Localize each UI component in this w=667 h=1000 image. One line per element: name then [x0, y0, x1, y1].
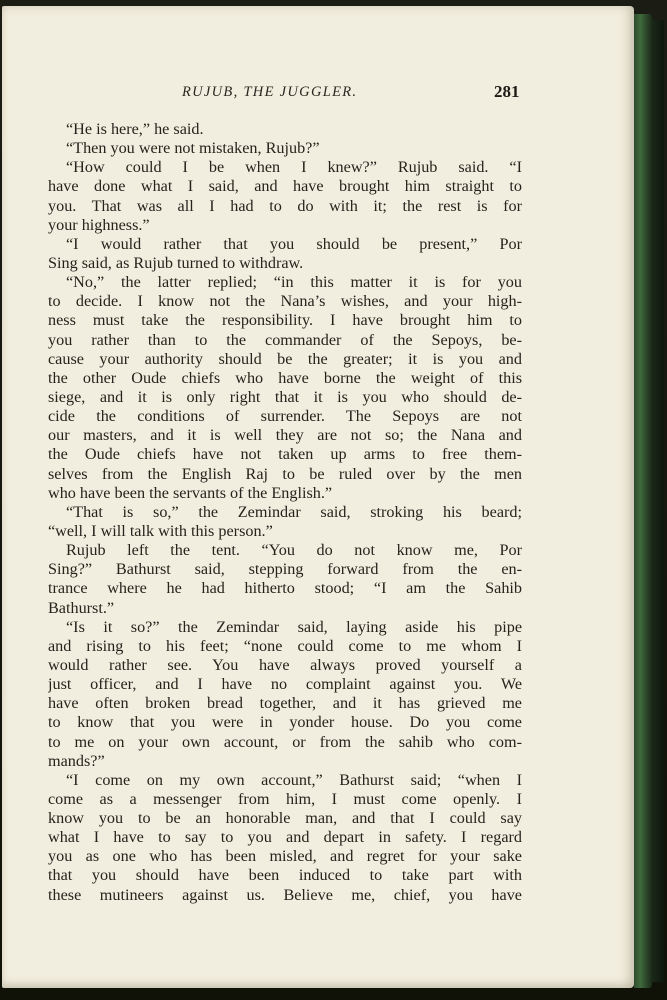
text-line: siege, and it is only right that it is you who should de- [48, 387, 522, 406]
text-line: “No,” the latter replied; “in this matter it is for you [66, 273, 522, 292]
text-line: the other Oude chiefs who have borne the weight of this [48, 368, 522, 387]
text-line: who have been the servants of the English.” [48, 483, 333, 502]
text-line: come as a messenger from him, I must come openly. I [48, 789, 522, 808]
text-line: cause your authority should be the greater; it is you and [48, 349, 522, 368]
text-line: Rujub left the tent. “You do not know me, Por [66, 541, 522, 560]
text-line: trance where he had hitherto stood; “I am the Sahib [48, 579, 522, 598]
body-text [48, 120, 522, 905]
text-line: and rising to his feet; “none could come to me whom I [48, 636, 522, 655]
text-line: “Then you were not mistaken, Rujub?” [66, 139, 320, 158]
text-line: “well, I will talk with this person.” [48, 521, 273, 540]
text-line: ness must take the responsibility. I have brought him to [48, 311, 522, 330]
text-line: have done what I said, and have brought him straight to [48, 177, 522, 196]
text-line: Sing?” Bathurst said, stepping forward from the en- [48, 560, 522, 579]
text-line: Sing said, as Rujub turned to withdraw. [48, 253, 304, 272]
text-line: you as one who has been misled, and regret for your sake [48, 847, 522, 866]
book-page [2, 6, 634, 988]
text-line: to me on your own account, or from the sahib who com- [48, 732, 522, 751]
text-line: would rather see. You have always proved yourself a [48, 655, 522, 674]
text-line: you rather than to the commander of the Sepoys, be- [48, 330, 522, 349]
text-line: what I have to say to you and depart in safety. I regard [48, 828, 522, 847]
text-line: your highness.” [48, 215, 150, 234]
text-line: “He is here,” he said. [66, 120, 204, 138]
book-cover-edge [634, 14, 652, 988]
text-line: that you should have been induced to take part with [48, 866, 522, 885]
running-head-title: RUJUB, THE JUGGLER. [182, 84, 358, 100]
text-line: Bathurst.” [48, 598, 115, 617]
text-line: these mutineers against us. Believe me, chief, you have [48, 885, 522, 904]
text-line: the Oude chiefs have not taken up arms to free them- [48, 445, 522, 464]
text-line: you. That was all I had to do with it; the rest is for [48, 196, 522, 215]
text-line: cide the conditions of surrender. The Sepoys are not [48, 407, 522, 426]
text-line: “I would rather that you should be present,” Por [66, 234, 522, 253]
text-line: mands?” [48, 751, 105, 770]
text-line: “I come on my own account,” Bathurst said; “when I [66, 770, 522, 789]
page-number: 281 [494, 82, 520, 101]
text-line: “How could I be when I knew?” Rujub said. “I [66, 158, 522, 177]
text-line: “Is it so?” the Zemindar said, laying aside his pipe [66, 617, 522, 636]
running-head [2, 84, 634, 108]
text-line: know you to be an honorable man, and that I could say [48, 809, 522, 828]
text-line: just officer, and I have no complaint against you. We [48, 675, 522, 694]
text-line: have often broken bread together, and it has grieved me [48, 694, 522, 713]
text-line: to decide. I know not the Nana’s wishes, and your high- [48, 292, 522, 311]
text-line: to know that you were in yonder house. Do you come [48, 713, 522, 732]
book-cover-shadow [652, 20, 664, 982]
text-line: our masters, and it is well they are not so; the Nana and [48, 426, 522, 445]
text-line: “That is so,” the Zemindar said, stroking his beard; [66, 502, 522, 521]
text-line: selves from the English Raj to be ruled over by the men [48, 464, 522, 483]
